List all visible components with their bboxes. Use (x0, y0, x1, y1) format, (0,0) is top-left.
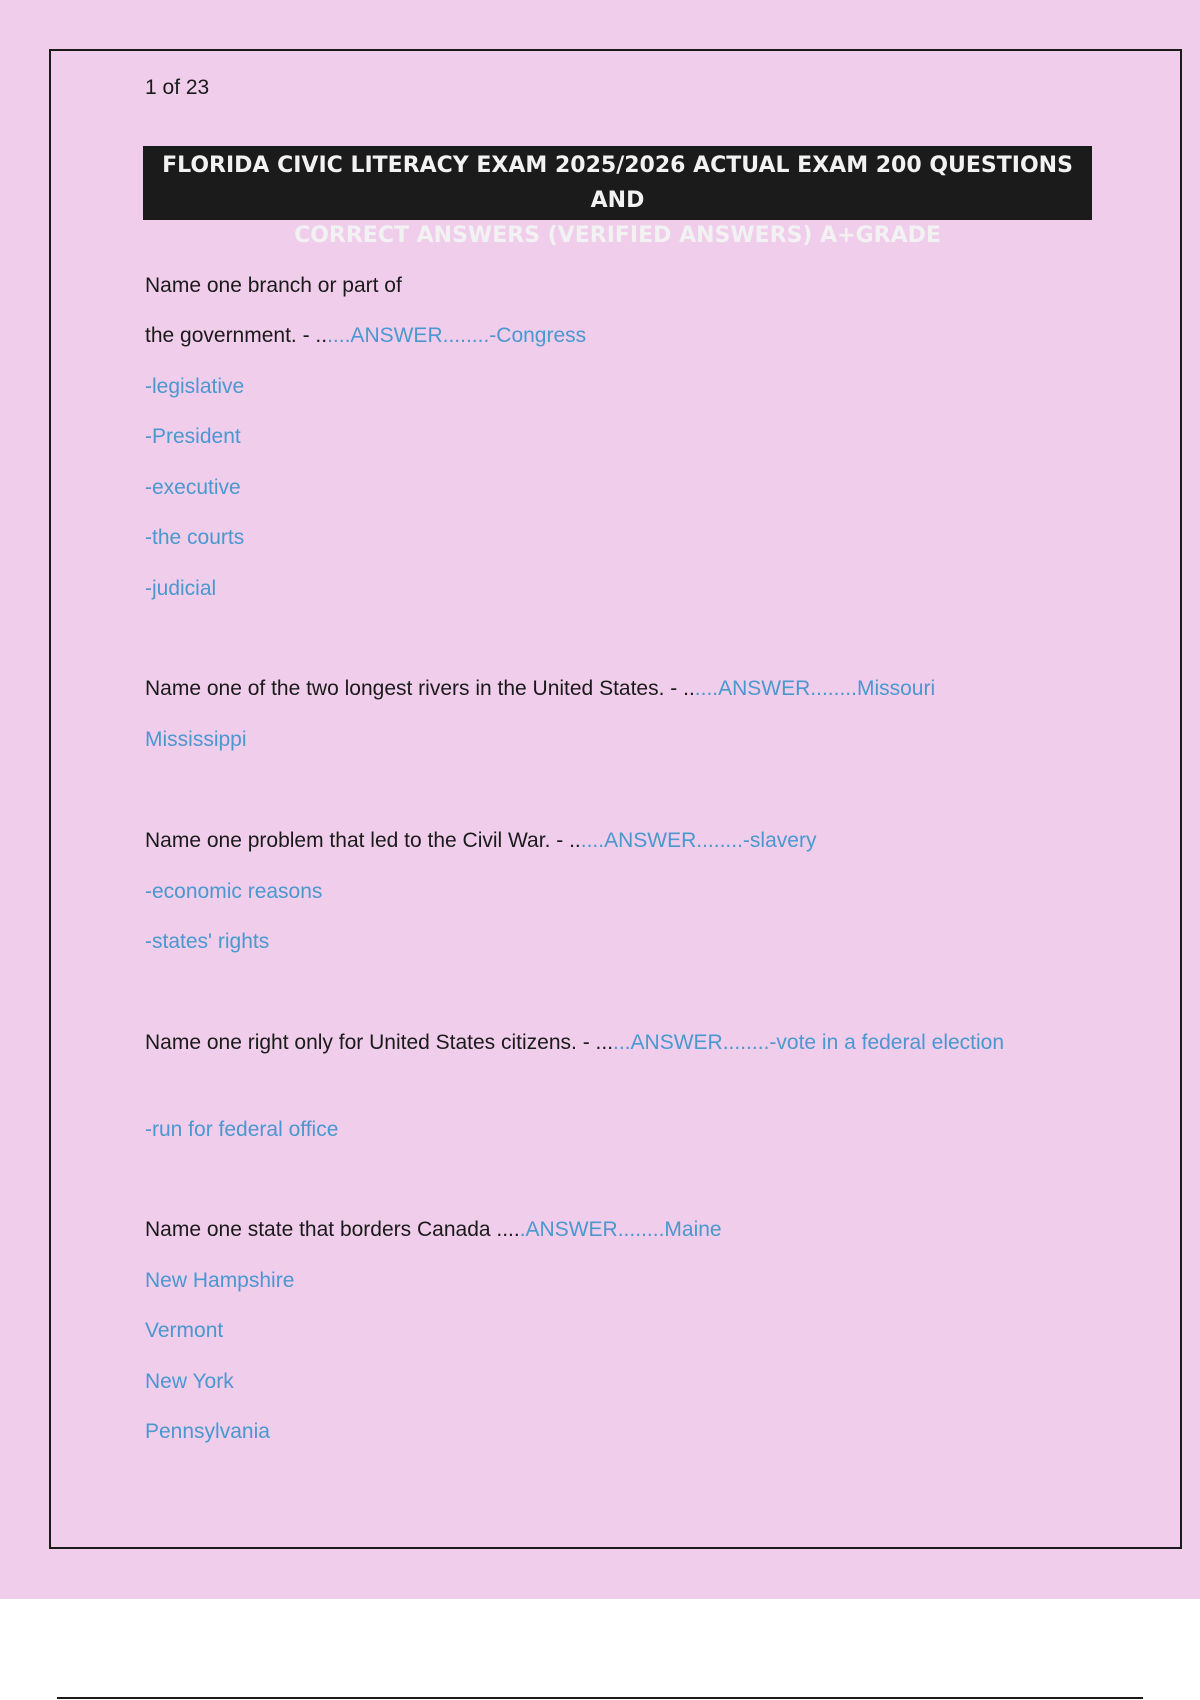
question-3-answer-item: -states' rights (145, 930, 270, 953)
question-3-line (145, 824, 816, 858)
question-1-answer-item: -legislative (145, 375, 245, 398)
page-indicator: 1 of 23 (145, 76, 210, 99)
question-3-prompt: Name one problem that led to the Civil War. - .. (145, 829, 581, 852)
question-2-prompt: Name one of the two longest rivers in the United States. - .. (145, 677, 695, 700)
question-4-prompt: Name one right only for United States citizens. - ... (145, 1031, 614, 1054)
question-4-answer-item: -run for federal office (145, 1118, 339, 1141)
question-5-line (145, 1213, 722, 1247)
question-1-prompt-line-2: the government. - .. (145, 324, 328, 347)
question-1-answer: ....ANSWER........-Congress (327, 324, 587, 347)
question-5-answer-item: New Hampshire (145, 1269, 295, 1292)
question-4-line (145, 1026, 1065, 1060)
question-3-answer-item: -economic reasons (145, 880, 323, 903)
document-title (143, 146, 1092, 248)
question-4-answer: ...ANSWER........-vote in a federal election (613, 1031, 1005, 1054)
title-line-2: CORRECT ANSWERS (VERIFIED ANSWERS) A+GRADE (294, 223, 941, 248)
question-5-answer-item: Vermont (145, 1319, 224, 1342)
question-2-line (145, 672, 935, 706)
question-2-answer-item: Mississippi (145, 728, 247, 751)
question-2-answer: ....ANSWER........Missouri (694, 677, 936, 700)
question-1-answer-item: -executive (145, 476, 241, 499)
question-1-prompt-line-1: Name one branch or part of (145, 274, 402, 297)
question-3-answer: ....ANSWER........-slavery (580, 829, 817, 852)
question-1-answer-item: -President (145, 425, 241, 448)
question-5-answer-item: Pennsylvania (145, 1420, 270, 1443)
question-5-answer-item: New York (145, 1370, 234, 1393)
question-1-answer-item: -the courts (145, 526, 245, 549)
question-5-answer: .ANSWER........Maine (519, 1218, 722, 1241)
question-5-prompt: Name one state that borders Canada .... (145, 1218, 520, 1241)
question-1-answer-item: -judicial (145, 577, 217, 600)
question-1-line-2 (145, 319, 586, 353)
title-line-1: FLORIDA CIVIC LITERACY EXAM 2025/2026 ACTUAL EXAM 200 QUESTIONS AND (162, 153, 1073, 213)
footer-divider (57, 1697, 1143, 1699)
